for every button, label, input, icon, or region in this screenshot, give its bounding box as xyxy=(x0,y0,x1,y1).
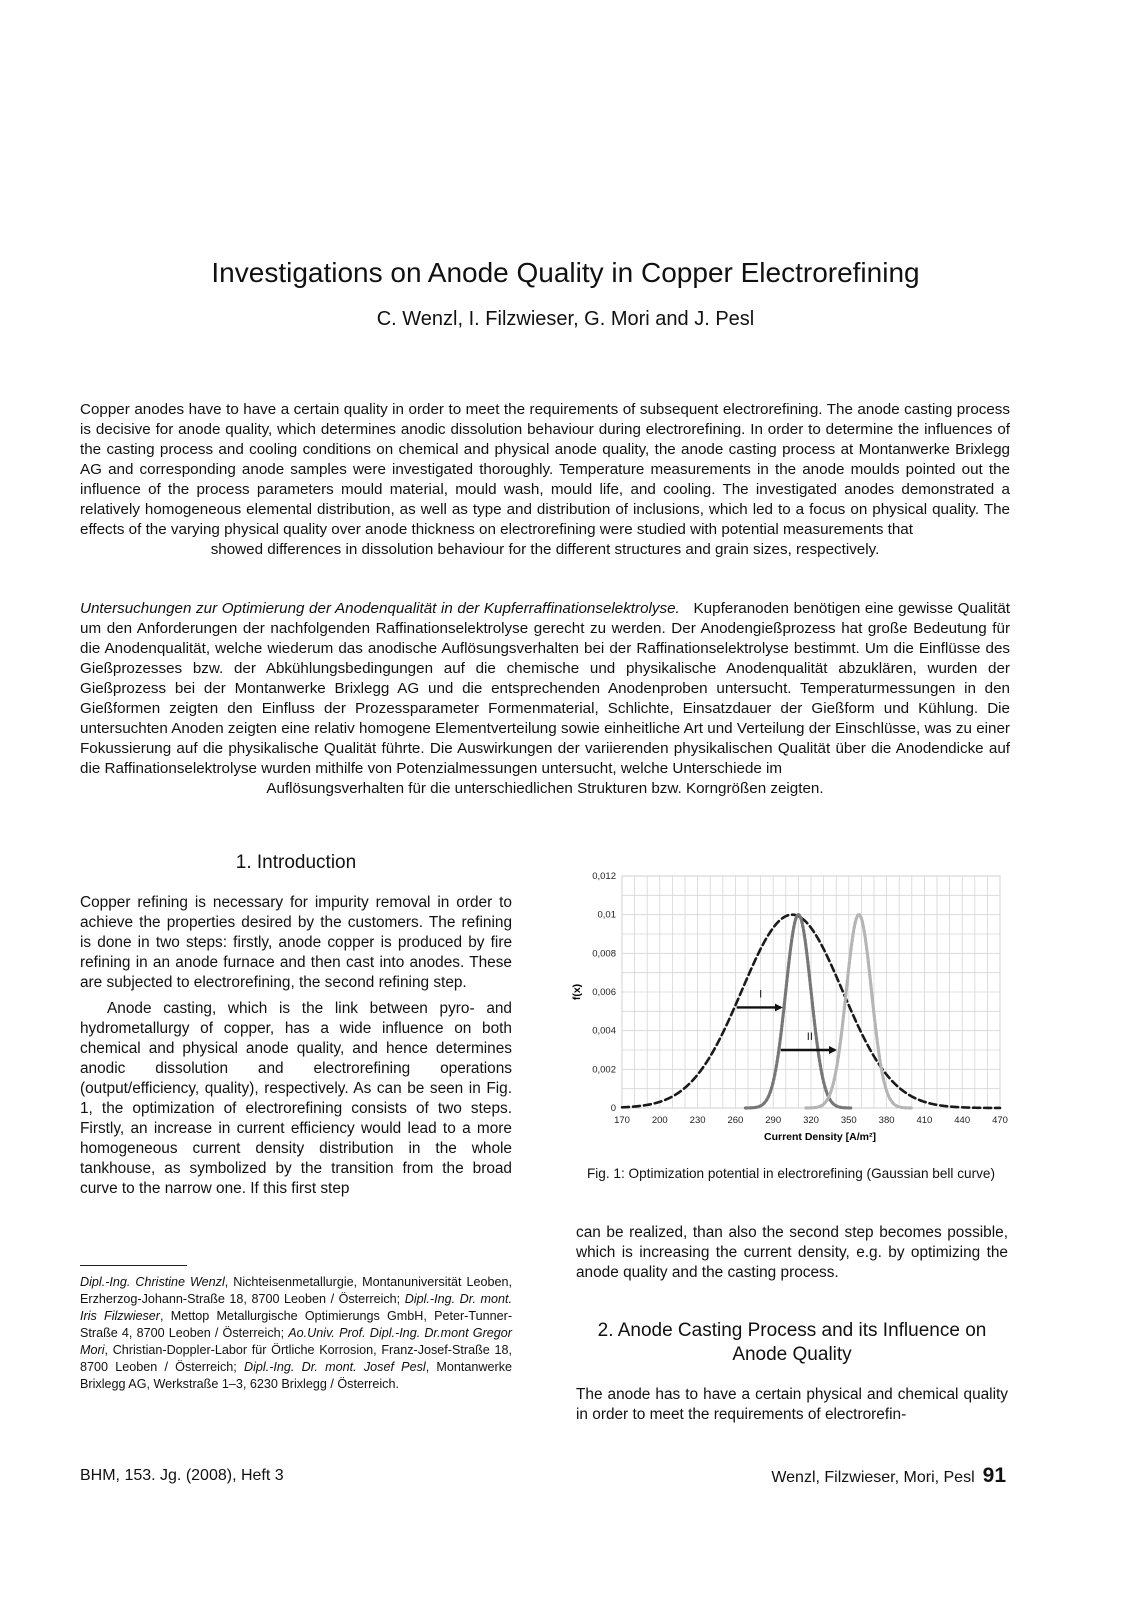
footnote-rule xyxy=(80,1265,187,1266)
x-tick-label: 170 xyxy=(614,1115,630,1126)
page-number: 91 xyxy=(982,1464,1006,1487)
footnote-address-2: , Mettop Metallurgische Optimierungs GmbH, Peter-Tunner-Straße 4, 8700 Leoben / Österreich; xyxy=(80,1309,513,1340)
x-tick-label: 350 xyxy=(840,1115,857,1126)
chart-x-label: Current Density [A/m²] xyxy=(763,1131,877,1143)
left-column xyxy=(80,851,512,1199)
y-tick-label: 0,006 xyxy=(592,987,616,998)
x-tick-label: 320 xyxy=(803,1115,819,1126)
footnote-author-4: Dipl.-Ing. Dr. mont. Josef Pesl xyxy=(244,1360,426,1374)
y-tick-label: 0,01 xyxy=(597,909,616,921)
paper-authors: C. Wenzl, I. Filzwieser, G. Mori and J. Pesl xyxy=(376,308,755,330)
footer-authors: Wenzl, Filzwieser, Mori, Pesl xyxy=(771,1469,975,1486)
section-1-paragraph-1: Copper refining is necessary for impurity removal in order to achieve the properties desired by the customers. The refining is done in two steps: firstly, anode copper is produced by fire refining in an anode furnace and then cast into anodes. These are subjected to electrorefining, the second refining step. xyxy=(80,894,512,991)
footer-authors-page xyxy=(771,1464,1006,1490)
footnote-address-3: , Christian-Doppler-Labor für Örtliche Korrosion, Franz-Josef-Straße 18, 8700 Leoben / Österreich; xyxy=(80,1343,512,1374)
x-tick-label: 470 xyxy=(992,1115,1008,1126)
right-column xyxy=(576,1223,1008,1425)
section-1-paragraph-2-continued: can be realized, than also the second step becomes possible, which is increasing the current density, e.g. by optimizing the anode quality and the casting process. xyxy=(576,1224,1008,1281)
abstract-german-title: Untersuchungen zur Optimierung der Anodenqualität in der Kupferraffinationselektrolyse. xyxy=(80,600,680,617)
footnote-author-2: Dipl.-Ing. Dr. mont. Iris Filzwieser xyxy=(80,1292,512,1323)
footnote-author-3: Ao.Univ. Prof. Dipl.-Ing. Dr.mont Gregor Mori xyxy=(80,1326,512,1357)
footnote-address-1: , Nichteisenmetallurgie, Montanuniversität Leoben, Erzherzog-Johann-Straße 18, 8700 Leoben / Österreich; xyxy=(80,1275,512,1306)
abstract-english xyxy=(80,400,1010,560)
chart-y-label: f(x) xyxy=(571,983,583,1001)
x-tick-label: 230 xyxy=(689,1115,706,1126)
abstract-english-last-line: showed differences in dissolution behaviour for the different structures and grain sizes, respectively. xyxy=(210,541,880,558)
abstract-german-body: Kupferanoden benötigen eine gewisse Qualität um den Anforderungen der nachfolgenden Raffinationselektrolyse gerecht zu werden. Der Anodengießprozess hat große Bedeutung für die Anodenqualität, welche wiederum das anodische Auflösungsverhalten bei der Raffinationselektrolyse bestimmt. Um die Einflüsse des Gießprozesses bzw. der Abkühlungsbedingungen auf die chemische und physikalische Anodenqualität abzuklären, wurden der Gießprozess bei der Montanwerke Brixlegg AG und die entsprechenden Anodenproben untersucht. Temperaturmessungen in den Gießformen zeigten den Einfluss der Prozessparameter Formenmaterial, Schlichte, Einsatzdauer der Gießform und Kühlung. Die untersuchten Anoden zeigten eine relativ homogene Elementverteilung sowie einheitliche Art und Verteilung der Einschlüsse, was zu einer Fokussierung auf die physikalische Qualität führte. Die Auswirkungen der variierenden physikalischen Qualität über die Anodendicke auf die Raffinationselektrolyse wurden mithilfe von Potenzialmessungen untersucht, welche Unterschiede im xyxy=(80,600,1010,777)
figure-1-chart xyxy=(570,868,1012,1148)
abstract-english-body: Copper anodes have to have a certain quality in order to meet the requirements of subsequent electrorefining. The anode casting process is decisive for anode quality, which determines anodic dissolution behaviour during electrorefining. In order to determine the influences of the casting process and cooling conditions on chemical and physical anode quality, the anode casting process at Montanwerke Brixlegg AG and corresponding anode samples were investigated thoroughly. Temperature measurements in the anode moulds pointed out the influence of the process parameters mould material, mould wash, mould life, and cooling. The investigated anodes demonstrated a relatively homogeneous elemental distribution, as well as type and distribution of inclusions, which led to a focus on physical quality. The effects of the varying physical quality over anode thickness on electrorefining were studied with potential measurements that xyxy=(80,401,1010,538)
abstract-german-last-line: Auflösungsverhalten für die unterschiedlichen Strukturen bzw. Korngrößen zeigten. xyxy=(266,780,824,797)
annotation-label-2: II xyxy=(806,1031,813,1043)
abstract-german xyxy=(80,599,1010,799)
figure-1-caption: Fig. 1: Optimization potential in electrorefining (Gaussian bell curve) xyxy=(586,1166,995,1181)
x-tick-label: 260 xyxy=(727,1115,744,1126)
section-2-heading xyxy=(576,1319,1008,1367)
section-1-paragraph-2: Anode casting, which is the link between pyro- and hydrometallurgy of copper, has a wide influence on both chemical and physical anode quality, and hence determines anodic dissolution and electrorefining operations (output/efficiency, quality), respectively. As can be seen in Fig. 1, the optimization of electrorefining consists of two steps. Firstly, an increase in current efficiency would lead to a more homogeneous current density distribution in the whole tankhouse, as symbolized by the transition from the broad curve to the narrow one. If this first step xyxy=(80,1000,512,1197)
y-tick-label: 0 xyxy=(610,1103,616,1114)
paper-title: Investigations on Anode Quality in Copper Electrorefining xyxy=(211,257,920,288)
section-2-heading-line-1: 2. Anode Casting Process and its Influence on xyxy=(597,1320,987,1341)
x-tick-label: 410 xyxy=(916,1115,933,1126)
x-tick-label: 290 xyxy=(765,1115,782,1126)
y-tick-label: 0,004 xyxy=(592,1025,616,1037)
author-footnote xyxy=(80,1274,512,1393)
y-tick-label: 0,012 xyxy=(592,871,616,882)
x-tick-label: 440 xyxy=(954,1115,971,1126)
x-tick-label: 200 xyxy=(651,1115,668,1126)
x-tick-label: 380 xyxy=(878,1115,895,1126)
section-2-paragraph-1: The anode has to have a certain physical and chemical quality in order to meet the requirements of electrorefin- xyxy=(576,1386,1008,1423)
footnote-address-4: , Montanwerke Brixlegg AG, Werkstraße 1–3, 6230 Brixlegg / Österreich. xyxy=(80,1360,513,1391)
footnote-author-1: Dipl.-Ing. Christine Wenzl xyxy=(80,1275,225,1289)
section-2-heading-line-2: Anode Quality xyxy=(732,1344,852,1365)
footer-journal: BHM, 153. Jg. (2008), Heft 3 xyxy=(80,1467,284,1484)
annotation-label-1: I xyxy=(759,988,763,1001)
section-1-heading: 1. Introduction xyxy=(235,852,357,873)
y-tick-label: 0,002 xyxy=(592,1064,616,1076)
y-tick-label: 0,008 xyxy=(592,948,616,960)
